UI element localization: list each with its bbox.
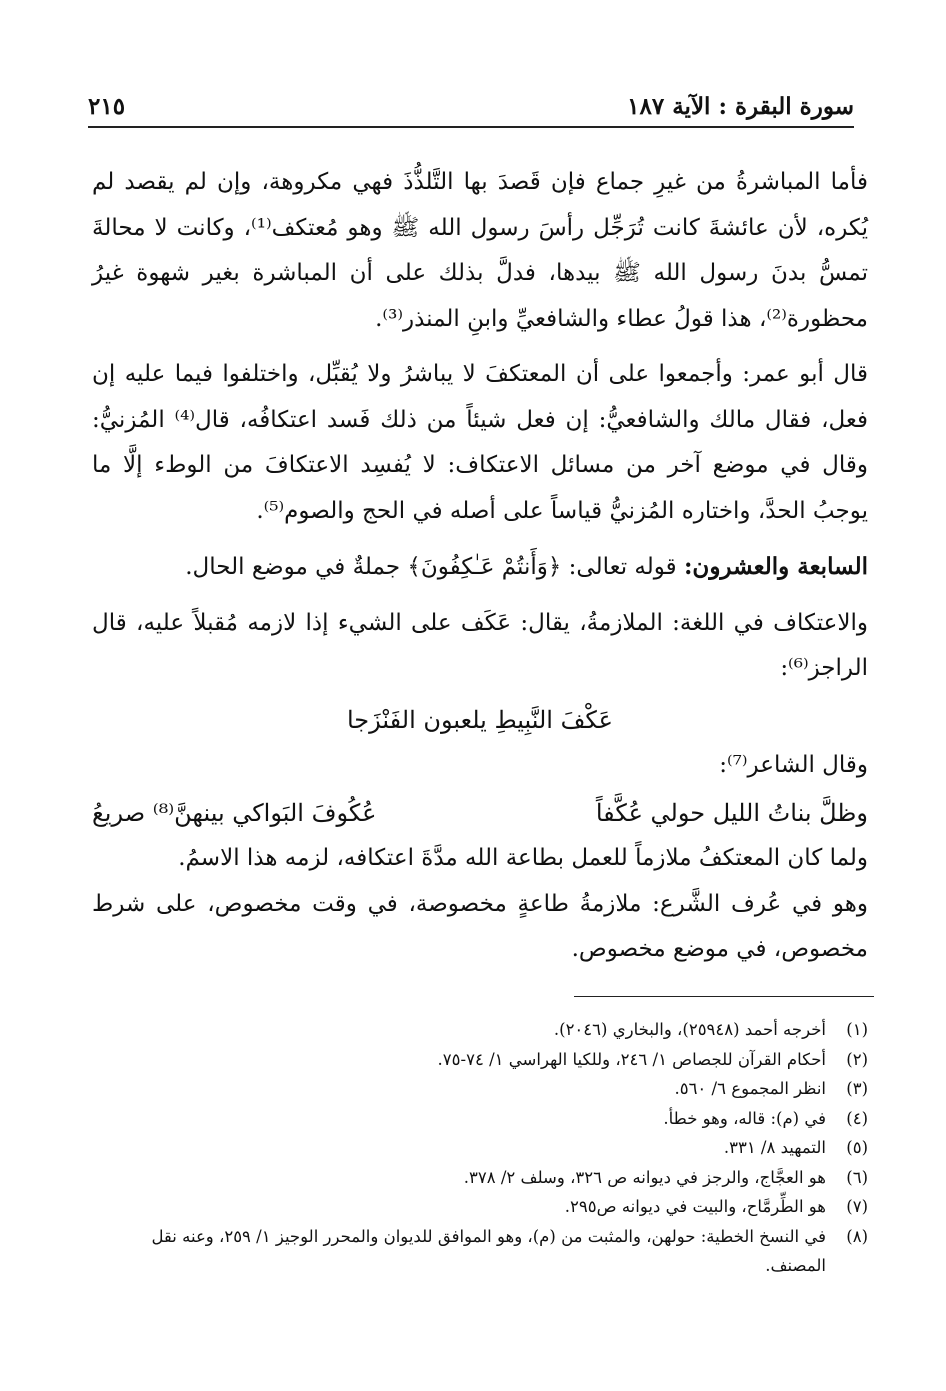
footnotes — [92, 1015, 868, 1281]
running-title: سورة البقرة : الآية ١٨٧ — [627, 93, 854, 120]
paragraph-1: فأما المباشرةُ من غيرِ جماع فإن قَصدَ بها التَّلذُّذَ فهي مكروهة، وإن لم يقصد لم يُكره، لأن عائشةَ كانت تُرَجِّل رأسَ رسول الله ﷺ وهو مُعتكف⁽¹⁾، وكانت لا محالةَ تمسُّ بدنَ رسول الله ﷺ بيدها، فدلَّ بذلك على أن المباشرة بغير شهوة غيرُ محظورة⁽²⁾، هذا قولُ عطاء والشافعيِّ وابنِ المنذر⁽³⁾. — [92, 169, 868, 332]
footnote: (٣) انظر المجموع ٦/ ٥٦٠. — [674, 1079, 868, 1098]
page-header — [88, 86, 854, 128]
footnote: (٢) أحكام القرآن للجصاص ١/ ٢٤٦، وللكيا الهراسي ١/ ٧٤-٧٥. — [437, 1049, 868, 1069]
footnote: (١) أخرجه أحمد (٢٥٩٤٨)، والبخاري (٢٠٤٦). — [553, 1020, 868, 1039]
paragraph-5: وقال الشاعر⁽⁷⁾: — [719, 752, 868, 778]
poem-couplet — [92, 791, 868, 837]
couplet-first-hemistich: وظلَّ بناتُ الليل حولي عُكَّفاً — [595, 798, 868, 827]
footnote: (٤) في (م): قاله، وهو خطأ. — [663, 1108, 868, 1128]
issue-heading: السابعة والعشرون: — [683, 553, 868, 580]
paragraph-6: ولما كان المعتكفُ ملازماً للعمل بطاعة الله مدَّةَ اعتكافه، لزمه هذا الاسمُ. — [178, 845, 868, 871]
rajaz-verse: عَكْفَ النَّبِيطِ يلعبون الفَنْزَجا — [346, 705, 613, 734]
footnote-divider — [574, 996, 874, 997]
couplet-second-hemistich: عُكُوفَ البَواكي بينهنَّ⁽⁸⁾ صريعُ — [92, 798, 377, 827]
paragraph-2: قال أبو عمر: وأجمعوا على أن المعتكفَ لا يباشرُ ولا يُقبِّل، واختلفوا فيما عليه إن فعل، فقال مالك والشافعيُّ: إن فعل شيئاً من ذلك فَسد اعتكافُه، قال⁽⁴⁾ المُزنيُّ: وقال في موضع آخر من مسائل الاعتكاف: لا يُفسِد الاعتكافَ من الوطء إلَّا ما يوجبُ الحدَّ، واختاره المُزنيُّ قياساً على أصله في الحج والصوم⁽⁵⁾. — [92, 361, 868, 524]
paragraph-3 — [92, 544, 868, 591]
footnote: (٦) هو العجَّاج، والرجز في ديوانه ص ٣٢٦، وسلف ٢/ ٣٧٨. — [463, 1167, 868, 1187]
main-text — [92, 160, 868, 973]
page-number: ٢١٥ — [88, 93, 126, 120]
footnote: (٧) هو الطِّرمَّاح، والبيت في ديوانه ص٢٩٥. — [564, 1197, 868, 1216]
paragraph-7: وهو في عُرف الشَّرع: ملازمةُ طاعةٍ مخصوصة، في وقت مخصوص، على شرط مخصوص، في موضع مخصوص. — [92, 890, 868, 962]
issue-text: قوله تعالى: ﴿وَأَنتُمْ عَـٰكِفُونَ﴾ جملةٌ في موضع الحال. — [185, 554, 684, 580]
paragraph-4: والاعتكاف في اللغة: الملازمةُ، يقال: عَكَف على الشيء إذا لازمه مُقبلاً عليه، قال الراجز⁽⁶⁾: — [92, 609, 868, 681]
footnote: (٥) التمهيد ٨/ ٣٣١. — [723, 1138, 868, 1157]
footnote: (٨) في النسخ الخطية: حولهن، والمثبت من (م)، وهو الموافق للديوان والمحرر الوجيز ١/ ٢٥٩، وعنه نقل المصنف. — [151, 1226, 868, 1275]
